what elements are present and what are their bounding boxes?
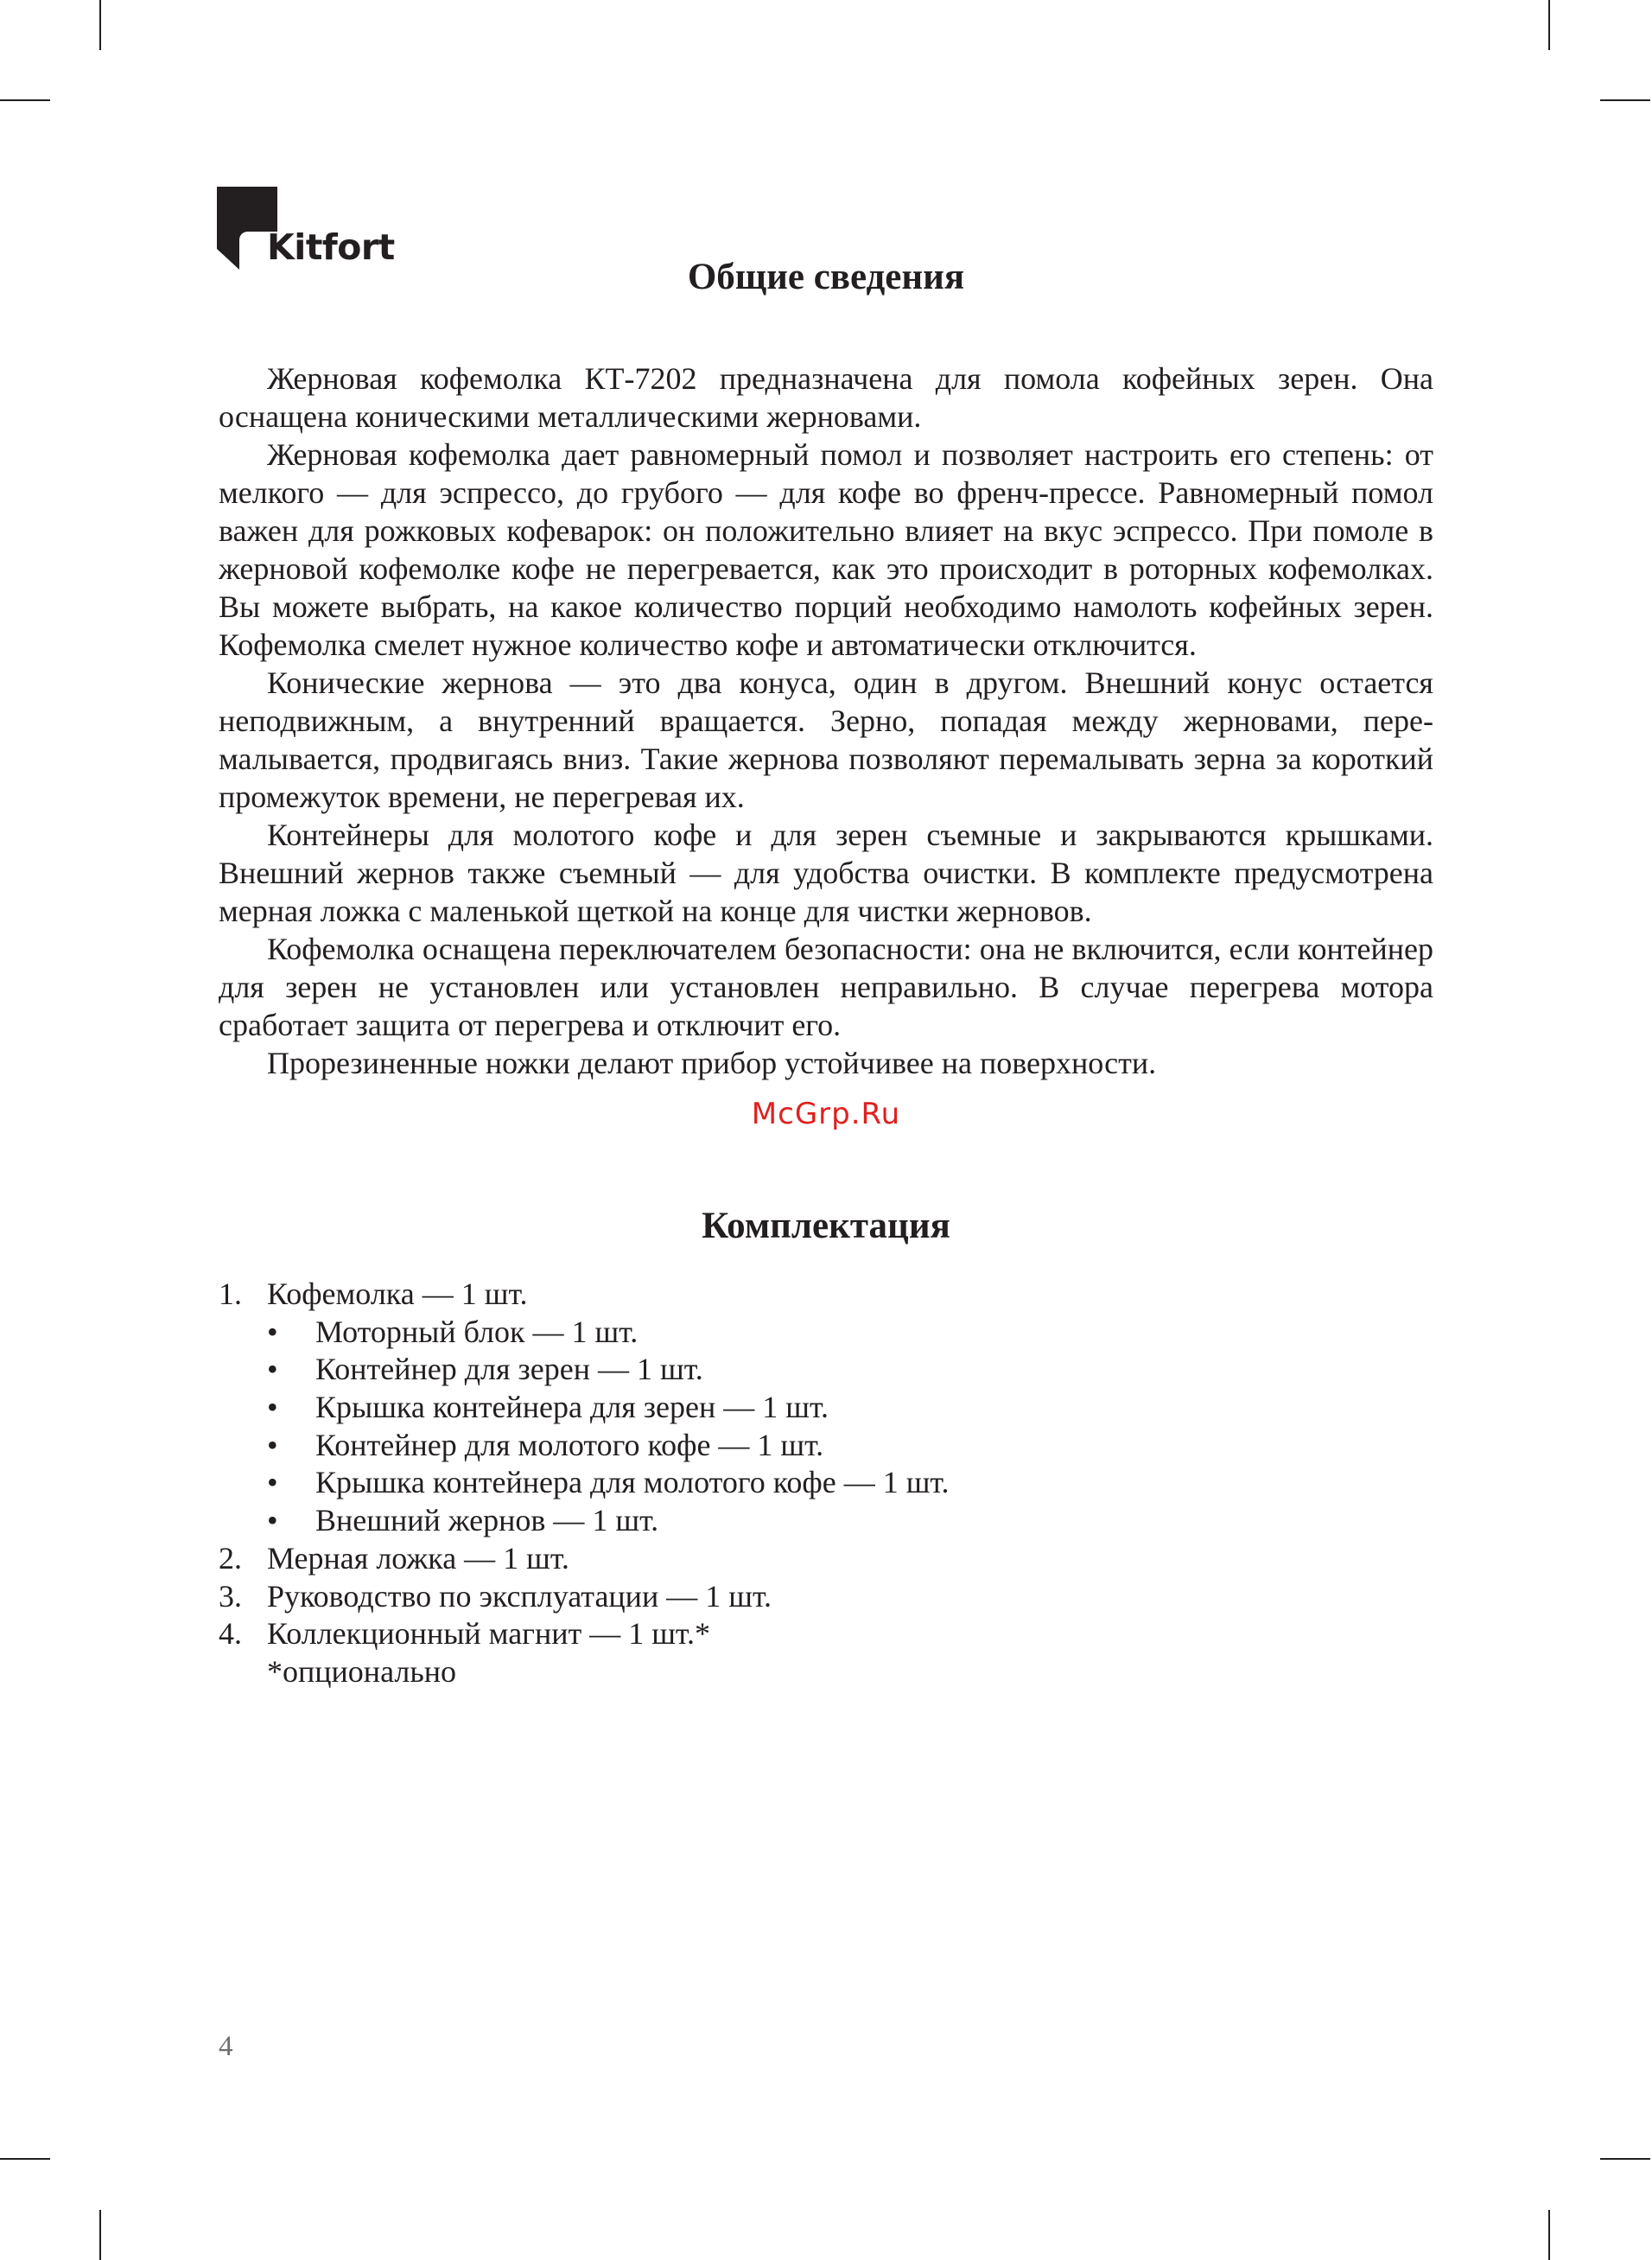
list-item (219, 1578, 1433, 1616)
paragraph: Прорезиненные ножки делают прибор устойчивее на поверхности. (267, 1046, 1157, 1080)
paragraph: Жерновая кофемолка дает равномерный помол и позволяет настроить его степень: от мелкого — для эспрессо, до грубого — для кофе во френч-прессе. Равномерный помол важен для рожковых кофеварок: он положительно влияет на вкус эспрессо. При помоле в жерновой кофемолке кофе не перегревается, как это происходит в роторных кофемолках. Вы можете выбрать, на какое количество порций необходимо намолоть кофейных зерен. Кофемолка смелет нужное количество кофе и автоматически отключится. (219, 437, 1433, 662)
section-title-contents: Комплектация (702, 1206, 950, 1246)
sub-list-item (219, 1502, 1433, 1540)
list-item (219, 1276, 1433, 1314)
watermark-link[interactable]: McGrp.Ru (751, 1097, 901, 1131)
section-title-general: Общие сведения (687, 257, 965, 297)
footnote (219, 1653, 1433, 1691)
sub-list-item-text: Внешний жернов — 1 шт. (315, 1503, 659, 1538)
sub-list-item (219, 1464, 1433, 1502)
sub-list-item-text: Контейнер для зерен — 1 шт. (315, 1352, 703, 1387)
sub-list-item-text: Крышка контейнера для зерен — 1 шт. (315, 1390, 829, 1425)
sub-list-item (219, 1427, 1433, 1465)
list-number: 4. (219, 1616, 242, 1652)
crop-mark (1600, 2158, 1650, 2160)
list-item (219, 1540, 1433, 1578)
sub-list-item-text: Моторный блок — 1 шт. (315, 1314, 639, 1349)
footnote-text: *опционально (267, 1653, 457, 1689)
sub-list-item (219, 1314, 1433, 1352)
bullet-icon: • (267, 1465, 278, 1500)
bullet-icon: • (267, 1503, 278, 1538)
paragraph: Кофемолка оснащена переключателем безопасности: она не включится, если контейнер для зерен не установлен или установлен неправильно. В случае перегрева мотора сработает защита от перегрева и отключит его. (219, 932, 1433, 1042)
crop-mark (1548, 2210, 1550, 2260)
page-number: 4 (219, 2031, 233, 2062)
crop-mark (1600, 99, 1650, 101)
paragraph: Конические жернова — это два конуса, один в другом. Внешний конус остается неподвижным, а внутренний вращается. Зерно, попадая между жерновами, перемалывается, продвигаясь вниз. Такие жернова позволяют перемалывать зерна за короткий промежуток времени, не перегревая их. (219, 665, 1433, 814)
list-item-text: Руководство по эксплуатации — 1 шт. (267, 1578, 772, 1614)
list-number: 3. (219, 1578, 242, 1614)
list-item-text: Кофемолка — 1 шт. (267, 1276, 528, 1311)
list-item (219, 1615, 1433, 1653)
sub-list-item-text: Контейнер для молотого кофе — 1 шт. (315, 1427, 824, 1462)
list-number: 1. (219, 1276, 242, 1311)
crop-mark (99, 2210, 101, 2260)
crop-mark (99, 0, 101, 50)
contents-list (219, 1276, 1433, 1691)
list-item-text: Коллекционный магнит — 1 шт.* (267, 1616, 710, 1652)
paragraph: Жерновая кофемолка КТ-7202 предназначена для помола кофейных зерен. Она оснащена коническими металлическими жерновами. (219, 361, 1433, 434)
logo-wordmark: Kitfort (267, 226, 395, 268)
crop-mark (0, 2158, 50, 2160)
sub-list-item (219, 1389, 1433, 1427)
crop-mark (0, 99, 50, 101)
sub-list-item-text: Крышка контейнера для молотого кофе — 1 шт. (315, 1465, 950, 1500)
bullet-icon: • (267, 1390, 278, 1425)
list-number: 2. (219, 1540, 242, 1576)
paragraph: Контейнеры для молотого кофе и для зерен съемные и закрываются крышками. Внешний жернов также съемный — для удобства очистки. В комплекте предусмотрена мерная ложка с маленькой щеткой на конце для чистки жерновов. (219, 818, 1433, 928)
sub-list-item (219, 1351, 1433, 1389)
list-item-text: Мерная ложка — 1 шт. (267, 1540, 569, 1576)
page-content (219, 251, 1433, 1691)
bullet-icon: • (267, 1427, 278, 1462)
general-info-text (219, 360, 1433, 1082)
bullet-icon: • (267, 1352, 278, 1387)
crop-mark (1548, 0, 1550, 50)
bullet-icon: • (267, 1314, 278, 1349)
